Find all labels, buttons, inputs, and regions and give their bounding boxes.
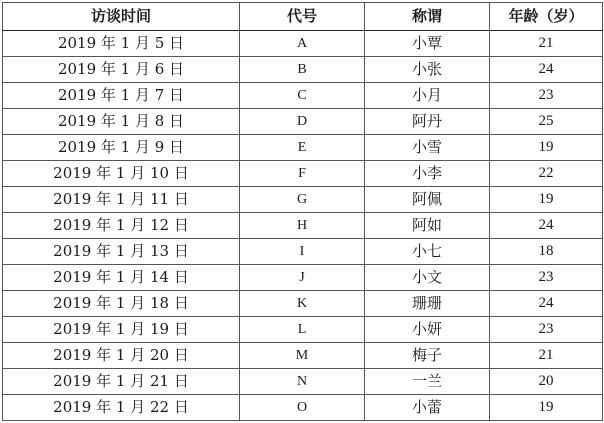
cell-age: 23 — [490, 317, 603, 343]
cell-code: L — [240, 317, 365, 343]
cell-name: 小文 — [365, 265, 490, 291]
table-row — [3, 187, 603, 213]
cell-code: J — [240, 265, 365, 291]
cell-age: 21 — [490, 31, 603, 57]
cell-code: C — [240, 83, 365, 109]
cell-name: 小七 — [365, 239, 490, 265]
cell-name: 小蕾 — [365, 395, 490, 421]
cell-interview-date: 2019 年 1 月 18 日 — [3, 291, 240, 317]
cell-interview-date: 2019 年 1 月 8 日 — [3, 109, 240, 135]
cell-name: 梅子 — [365, 343, 490, 369]
table-row — [3, 213, 603, 239]
cell-age: 24 — [490, 213, 603, 239]
cell-interview-date: 2019 年 1 月 6 日 — [3, 57, 240, 83]
cell-interview-date: 2019 年 1 月 13 日 — [3, 239, 240, 265]
cell-name: 小雪 — [365, 135, 490, 161]
cell-age: 18 — [490, 239, 603, 265]
cell-code: I — [240, 239, 365, 265]
header-row — [3, 3, 603, 31]
cell-interview-date: 2019 年 1 月 12 日 — [3, 213, 240, 239]
table-row — [3, 161, 603, 187]
cell-code: A — [240, 31, 365, 57]
cell-name: 小李 — [365, 161, 490, 187]
cell-name: 小月 — [365, 83, 490, 109]
cell-name: 阿丹 — [365, 109, 490, 135]
cell-interview-date: 2019 年 1 月 21 日 — [3, 369, 240, 395]
table-row — [3, 83, 603, 109]
cell-code: H — [240, 213, 365, 239]
cell-age: 22 — [490, 161, 603, 187]
cell-interview-date: 2019 年 1 月 5 日 — [3, 31, 240, 57]
cell-name: 一兰 — [365, 369, 490, 395]
cell-age: 19 — [490, 135, 603, 161]
cell-age: 23 — [490, 265, 603, 291]
table-row — [3, 395, 603, 421]
header-age: 年龄（岁） — [490, 3, 603, 31]
table-row — [3, 265, 603, 291]
cell-age: 24 — [490, 57, 603, 83]
cell-name: 小张 — [365, 57, 490, 83]
cell-code: G — [240, 187, 365, 213]
cell-age: 20 — [490, 369, 603, 395]
cell-code: O — [240, 395, 365, 421]
header-name: 称谓 — [365, 3, 490, 31]
cell-interview-date: 2019 年 1 月 20 日 — [3, 343, 240, 369]
table-header — [3, 3, 603, 31]
cell-name: 小妍 — [365, 317, 490, 343]
cell-name: 小覃 — [365, 31, 490, 57]
cell-interview-date: 2019 年 1 月 19 日 — [3, 317, 240, 343]
interview-table-container — [2, 2, 602, 420]
cell-code: M — [240, 343, 365, 369]
table-row — [3, 343, 603, 369]
table-row — [3, 31, 603, 57]
cell-interview-date: 2019 年 1 月 11 日 — [3, 187, 240, 213]
table-row — [3, 317, 603, 343]
table-row — [3, 369, 603, 395]
cell-name: 阿佩 — [365, 187, 490, 213]
header-code: 代号 — [240, 3, 365, 31]
cell-age: 24 — [490, 291, 603, 317]
cell-age: 25 — [490, 109, 603, 135]
cell-code: B — [240, 57, 365, 83]
cell-interview-date: 2019 年 1 月 7 日 — [3, 83, 240, 109]
cell-interview-date: 2019 年 1 月 14 日 — [3, 265, 240, 291]
cell-code: F — [240, 161, 365, 187]
table-row — [3, 57, 603, 83]
cell-interview-date: 2019 年 1 月 9 日 — [3, 135, 240, 161]
cell-code: N — [240, 369, 365, 395]
table-row — [3, 135, 603, 161]
cell-age: 19 — [490, 187, 603, 213]
table-row — [3, 291, 603, 317]
cell-interview-date: 2019 年 1 月 22 日 — [3, 395, 240, 421]
header-interview-date: 访谈时间 — [3, 3, 240, 31]
cell-code: D — [240, 109, 365, 135]
cell-name: 珊珊 — [365, 291, 490, 317]
table-row — [3, 239, 603, 265]
cell-name: 阿如 — [365, 213, 490, 239]
table-row — [3, 109, 603, 135]
cell-code: E — [240, 135, 365, 161]
table-body — [3, 31, 603, 421]
cell-age: 21 — [490, 343, 603, 369]
cell-age: 19 — [490, 395, 603, 421]
cell-interview-date: 2019 年 1 月 10 日 — [3, 161, 240, 187]
interview-table — [2, 2, 603, 421]
cell-code: K — [240, 291, 365, 317]
cell-age: 23 — [490, 83, 603, 109]
